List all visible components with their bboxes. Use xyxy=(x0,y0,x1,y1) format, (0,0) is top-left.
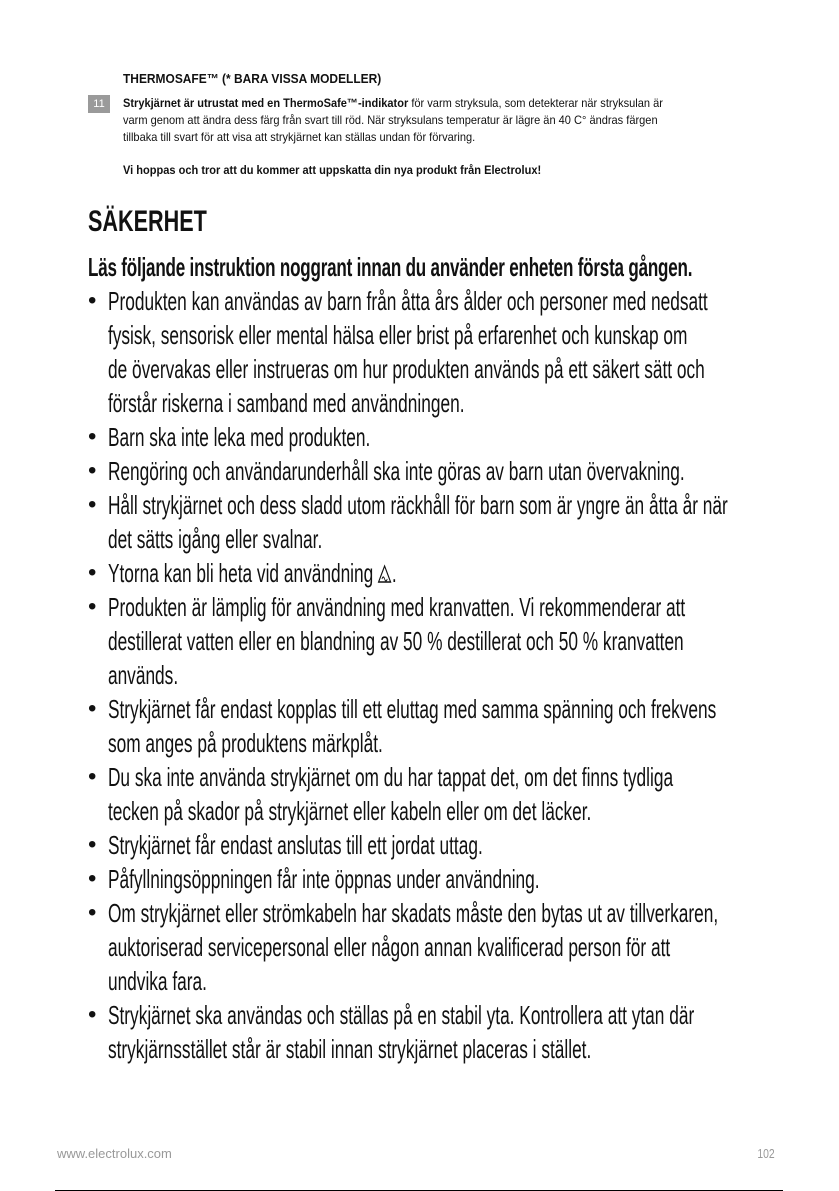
line-text: Produkten är lämplig för användning med kranvatten. Vi rekommenderar att xyxy=(107,592,686,622)
list-item-line xyxy=(88,522,728,556)
list-item-line xyxy=(88,1032,728,1066)
safety-list-item xyxy=(88,420,839,454)
safety-list-item xyxy=(88,862,839,896)
line-text: auktoriserad servicepersonal eller någon annan kvalificerad person för att xyxy=(107,932,671,962)
list-item-line xyxy=(88,284,728,318)
list-item-line xyxy=(88,930,728,964)
line-text: Strykjärnet får endast kopplas till ett eluttag med samma spänning och frekvens xyxy=(107,694,717,724)
warning-triangle-icon xyxy=(377,558,392,592)
line-text: Håll strykjärnet och dess sladd utom räckhåll för barn som är yngre än åtta år när xyxy=(107,490,728,520)
thermosafe-heading: THERMOSAFE™ (* BARA VISSA MODELLER) xyxy=(123,71,382,86)
list-item-line xyxy=(88,454,728,488)
page-number: 102 xyxy=(757,1146,775,1161)
safety-list-item xyxy=(88,556,839,590)
list-item-line xyxy=(88,658,728,692)
line-text: tecken på skador på strykjärnet eller kabeln eller om det läcker. xyxy=(107,796,592,826)
line-text: det sätts igång eller svalnar. xyxy=(107,524,323,554)
thermosafe-para-line3: tillbaka till svart för att visa att strykjärnet kan ställas undan för förvaring. xyxy=(123,130,476,144)
step-number-badge: 11 xyxy=(88,95,110,113)
line-text: Produkten kan användas av barn från åtta års ålder och personer med nedsatt xyxy=(107,286,708,316)
safety-list-item xyxy=(88,692,839,760)
line-text: destillerat vatten eller en blandning av 50 % destillerat och 50 % kranvatten xyxy=(107,626,684,656)
line-text: Rengöring och användarunderhåll ska inte göras av barn utan övervakning. xyxy=(107,456,685,486)
line-text: fysisk, sensorisk eller mental hälsa eller brist på erfarenhet och kunskap om xyxy=(107,320,688,350)
safety-list-item xyxy=(88,896,839,998)
safety-list xyxy=(88,284,839,1066)
bullet: • xyxy=(88,899,97,926)
line-text: strykjärnsstället står är stabil innan strykjärnet placeras i stället. xyxy=(107,1034,592,1064)
list-item-line xyxy=(88,998,728,1032)
warning-suffix: . xyxy=(391,558,397,588)
bullet: • xyxy=(88,491,97,518)
bullet: • xyxy=(88,865,97,892)
line-text: Ytorna kan bli heta vid användning xyxy=(107,558,374,588)
line-text: förstår riskerna i samband med användningen. xyxy=(107,388,465,418)
line-text: Strykjärnet ska användas och ställas på en stabil yta. Kontrollera att ytan där xyxy=(107,1000,695,1030)
line-text: Du ska inte använda strykjärnet om du har tappat det, om det finns tydliga xyxy=(107,762,674,792)
list-item-line xyxy=(88,794,728,828)
bullet: • xyxy=(88,763,97,790)
list-item-line xyxy=(88,862,728,896)
safety-list-item xyxy=(88,284,839,420)
line-text: Påfyllningsöppningen får inte öppnas under användning. xyxy=(107,864,540,894)
safety-list-item xyxy=(88,828,839,862)
safety-list-item xyxy=(88,998,839,1066)
list-item-line xyxy=(88,896,728,930)
list-item-line xyxy=(88,726,728,760)
section-subtitle: Läs följande instruktion noggrant innan du använder enheten första gången. xyxy=(88,252,693,282)
safety-list-item xyxy=(88,590,839,692)
section-title: SÄKERHET xyxy=(88,205,207,238)
para-bold: Strykjärnet är utrustat med en ThermoSafe™-indikator xyxy=(123,96,409,110)
line-text: används. xyxy=(107,660,179,690)
bullet: • xyxy=(88,695,97,722)
list-item-line xyxy=(88,590,728,624)
thermosafe-para-line1 xyxy=(123,96,663,110)
thermosafe-para-line2: varm genom att ändra dess färg från svart till röd. När stryksulans temperatur är lägre än 40 C° ändras färgen xyxy=(123,113,658,127)
bullet: • xyxy=(88,831,97,858)
list-item-line xyxy=(88,624,728,658)
list-item-line xyxy=(88,386,728,420)
line-text: de övervakas eller instrueras om hur produkten används på ett säkert sätt och xyxy=(107,354,705,384)
bullet: • xyxy=(88,423,97,450)
list-item-line xyxy=(88,964,728,998)
bullet: • xyxy=(88,1001,97,1028)
safety-list-item xyxy=(88,488,839,556)
safety-list-item xyxy=(88,760,839,828)
list-item-line xyxy=(88,556,728,590)
safety-list-item xyxy=(88,454,839,488)
list-item-line xyxy=(88,318,728,352)
bullet: • xyxy=(88,457,97,484)
para-rest: för varm stryksula, som detekterar när stryksulan är xyxy=(408,96,663,110)
line-text: Om strykjärnet eller strömkabeln har skadats måste den bytas ut av tillverkaren, xyxy=(107,898,719,928)
list-item-line xyxy=(88,692,728,726)
list-item-line xyxy=(88,352,728,386)
list-item-line xyxy=(88,760,728,794)
line-text: Barn ska inte leka med produkten. xyxy=(107,422,371,452)
list-item-line xyxy=(88,488,728,522)
line-text: Strykjärnet får endast anslutas till ett jordat uttag. xyxy=(107,830,483,860)
list-item-line xyxy=(88,420,728,454)
footer-url: www.electrolux.com xyxy=(57,1146,172,1161)
bullet: • xyxy=(88,287,97,314)
list-item-line xyxy=(88,828,728,862)
bullet: • xyxy=(88,559,97,586)
line-text: som anges på produktens märkplåt. xyxy=(107,728,383,758)
line-text: undvika fara. xyxy=(107,966,207,996)
bullet: • xyxy=(88,593,97,620)
closing-text: Vi hoppas och tror att du kommer att uppskatta din nya produkt från Electrolux! xyxy=(123,163,542,177)
